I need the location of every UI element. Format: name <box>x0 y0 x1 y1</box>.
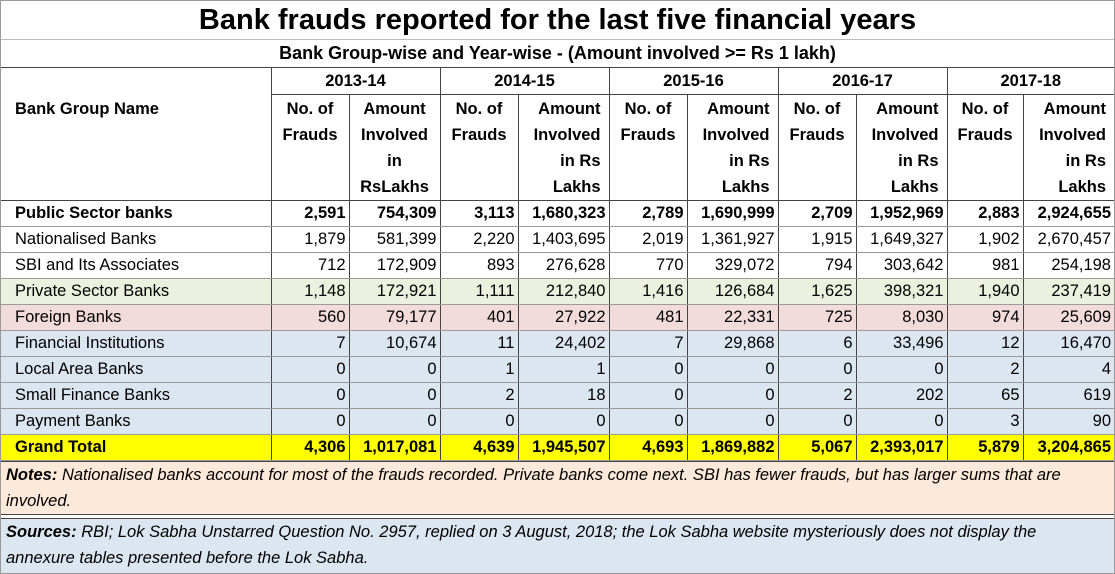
amount-cell: 16,470 <box>1023 331 1114 357</box>
table-row <box>1 201 1114 227</box>
frauds-count-cell: 7 <box>271 331 349 357</box>
frauds-count-cell: 0 <box>609 383 687 409</box>
amount-cell: 1,361,927 <box>687 227 778 253</box>
bank-group-name: Local Area Banks <box>1 357 271 383</box>
amount-cell: 1,680,323 <box>518 201 609 227</box>
amount-cell: 0 <box>349 383 440 409</box>
frauds-count-cell: 2,220 <box>440 227 518 253</box>
frauds-count-cell: 0 <box>778 357 856 383</box>
frauds-count-cell: 0 <box>271 383 349 409</box>
amount-cell: 754,309 <box>349 201 440 227</box>
frauds-count-cell: 981 <box>947 253 1023 279</box>
frauds-count-cell: 1 <box>440 357 518 383</box>
amount-cell: 1,952,969 <box>856 201 947 227</box>
frauds-count-cell: 1,915 <box>778 227 856 253</box>
frauds-count-cell: 1,940 <box>947 279 1023 305</box>
amount-cell: 24,402 <box>518 331 609 357</box>
fraud-table <box>1 68 1114 461</box>
bank-group-name: SBI and Its Associates <box>1 253 271 279</box>
frauds-count-cell: 2,709 <box>778 201 856 227</box>
frauds-count-cell: 12 <box>947 331 1023 357</box>
sources-label: Sources: <box>6 523 77 541</box>
amount-header: Amount Involved in Rs Lakhs <box>687 95 778 201</box>
bank-group-name: Financial Institutions <box>1 331 271 357</box>
frauds-count-cell: 2,883 <box>947 201 1023 227</box>
amount-cell: 202 <box>856 383 947 409</box>
bank-group-name: Small Finance Banks <box>1 383 271 409</box>
frauds-count-cell: 560 <box>271 305 349 331</box>
page-title: Bank frauds reported for the last five financial years <box>1 1 1114 40</box>
amount-cell: 0 <box>349 357 440 383</box>
amount-cell: 303,642 <box>856 253 947 279</box>
amount-cell: 2,670,457 <box>1023 227 1114 253</box>
amount-cell: 581,399 <box>349 227 440 253</box>
amount-cell: 10,674 <box>349 331 440 357</box>
frauds-count-cell: 0 <box>778 409 856 435</box>
year-header-row <box>1 68 1114 95</box>
notes-box <box>1 461 1114 515</box>
table-body <box>1 201 1114 461</box>
frauds-count-cell: 5,879 <box>947 435 1023 461</box>
frauds-count-cell: 0 <box>271 409 349 435</box>
page-subtitle: Bank Group-wise and Year-wise - (Amount involved >= Rs 1 lakh) <box>1 40 1114 68</box>
frauds-count-cell: 794 <box>778 253 856 279</box>
amount-cell: 27,922 <box>518 305 609 331</box>
frauds-count-cell: 1,148 <box>271 279 349 305</box>
amount-cell: 29,868 <box>687 331 778 357</box>
amount-cell: 1,017,081 <box>349 435 440 461</box>
frauds-count-cell: 7 <box>609 331 687 357</box>
frauds-count-cell: 3 <box>947 409 1023 435</box>
frauds-count-cell: 4,639 <box>440 435 518 461</box>
frauds-header: No. of Frauds <box>271 95 349 201</box>
frauds-count-cell: 2,789 <box>609 201 687 227</box>
frauds-count-cell: 4,693 <box>609 435 687 461</box>
frauds-count-cell: 481 <box>609 305 687 331</box>
bank-group-header: Bank Group Name <box>1 95 271 201</box>
amount-cell: 329,072 <box>687 253 778 279</box>
frauds-count-cell: 4,306 <box>271 435 349 461</box>
frauds-count-cell: 0 <box>609 357 687 383</box>
amount-cell: 0 <box>687 409 778 435</box>
frauds-count-cell: 1,879 <box>271 227 349 253</box>
amount-cell: 90 <box>1023 409 1114 435</box>
sources-text: RBI; Lok Sabha Unstarred Question No. 2957, replied on 3 August, 2018; the Lok Sabha website mysteriously does not display the annexure tables presented before the Lok Sabha. <box>6 523 1037 567</box>
amount-header: Amount Involved in Rs Lakhs <box>1023 95 1114 201</box>
frauds-count-cell: 2 <box>947 357 1023 383</box>
amount-cell: 1,403,695 <box>518 227 609 253</box>
frauds-count-cell: 2 <box>778 383 856 409</box>
frauds-count-cell: 3,113 <box>440 201 518 227</box>
bank-group-name: Foreign Banks <box>1 305 271 331</box>
amount-cell: 18 <box>518 383 609 409</box>
amount-cell: 212,840 <box>518 279 609 305</box>
amount-cell: 0 <box>687 383 778 409</box>
frauds-count-cell: 725 <box>778 305 856 331</box>
amount-header: Amount Involved in Rs Lakhs <box>856 95 947 201</box>
table-row <box>1 383 1114 409</box>
frauds-count-cell: 712 <box>271 253 349 279</box>
notes-text: Nationalised banks account for most of the frauds recorded. Private banks come next. SBI has fewer frauds, but has larger sums that are involved. <box>6 466 1061 510</box>
year-header: 2017-18 <box>947 68 1114 95</box>
frauds-count-cell: 2 <box>440 383 518 409</box>
column-header-row <box>1 95 1114 201</box>
frauds-count-cell: 1,625 <box>778 279 856 305</box>
amount-cell: 8,030 <box>856 305 947 331</box>
frauds-count-cell: 974 <box>947 305 1023 331</box>
amount-header: Amount Involved in Rs Lakhs <box>518 95 609 201</box>
year-header: 2015-16 <box>609 68 778 95</box>
frauds-count-cell: 1,902 <box>947 227 1023 253</box>
frauds-count-cell: 0 <box>271 357 349 383</box>
amount-cell: 172,909 <box>349 253 440 279</box>
table-row <box>1 305 1114 331</box>
frauds-count-cell: 65 <box>947 383 1023 409</box>
year-header: 2013-14 <box>271 68 440 95</box>
amount-cell: 254,198 <box>1023 253 1114 279</box>
notes-label: Notes: <box>6 466 58 484</box>
table-row <box>1 227 1114 253</box>
bank-group-name: Grand Total <box>1 435 271 461</box>
table-row <box>1 409 1114 435</box>
frauds-count-cell: 770 <box>609 253 687 279</box>
amount-cell: 33,496 <box>856 331 947 357</box>
frauds-header: No. of Frauds <box>778 95 856 201</box>
frauds-count-cell: 1,416 <box>609 279 687 305</box>
amount-cell: 4 <box>1023 357 1114 383</box>
amount-cell: 0 <box>856 409 947 435</box>
amount-cell: 1 <box>518 357 609 383</box>
amount-cell: 0 <box>856 357 947 383</box>
frauds-count-cell: 401 <box>440 305 518 331</box>
amount-cell: 1,869,882 <box>687 435 778 461</box>
bank-group-name: Payment Banks <box>1 409 271 435</box>
frauds-count-cell: 1,111 <box>440 279 518 305</box>
table-row <box>1 253 1114 279</box>
frauds-count-cell: 11 <box>440 331 518 357</box>
sources-box <box>1 518 1114 573</box>
amount-cell: 172,921 <box>349 279 440 305</box>
frauds-header: No. of Frauds <box>609 95 687 201</box>
amount-cell: 398,321 <box>856 279 947 305</box>
amount-cell: 79,177 <box>349 305 440 331</box>
amount-cell: 1,690,999 <box>687 201 778 227</box>
amount-cell: 1,945,507 <box>518 435 609 461</box>
year-header: 2014-15 <box>440 68 609 95</box>
frauds-header: No. of Frauds <box>440 95 518 201</box>
amount-header: Amount Involved in RsLakhs <box>349 95 440 201</box>
table-row <box>1 279 1114 305</box>
amount-cell: 126,684 <box>687 279 778 305</box>
table-row <box>1 331 1114 357</box>
amount-cell: 3,204,865 <box>1023 435 1114 461</box>
frauds-count-cell: 5,067 <box>778 435 856 461</box>
bank-group-name: Public Sector banks <box>1 201 271 227</box>
year-header: 2016-17 <box>778 68 947 95</box>
frauds-header: No. of Frauds <box>947 95 1023 201</box>
frauds-count-cell: 0 <box>440 409 518 435</box>
corner-cell <box>1 68 271 95</box>
amount-cell: 1,649,327 <box>856 227 947 253</box>
table-row <box>1 435 1114 461</box>
amount-cell: 276,628 <box>518 253 609 279</box>
amount-cell: 25,609 <box>1023 305 1114 331</box>
table-row <box>1 357 1114 383</box>
frauds-count-cell: 2,019 <box>609 227 687 253</box>
frauds-count-cell: 6 <box>778 331 856 357</box>
amount-cell: 0 <box>518 409 609 435</box>
bank-group-name: Private Sector Banks <box>1 279 271 305</box>
amount-cell: 22,331 <box>687 305 778 331</box>
amount-cell: 0 <box>349 409 440 435</box>
amount-cell: 2,393,017 <box>856 435 947 461</box>
frauds-count-cell: 0 <box>609 409 687 435</box>
amount-cell: 2,924,655 <box>1023 201 1114 227</box>
amount-cell: 619 <box>1023 383 1114 409</box>
bank-group-name: Nationalised Banks <box>1 227 271 253</box>
frauds-count-cell: 893 <box>440 253 518 279</box>
amount-cell: 237,419 <box>1023 279 1114 305</box>
amount-cell: 0 <box>687 357 778 383</box>
frauds-count-cell: 2,591 <box>271 201 349 227</box>
